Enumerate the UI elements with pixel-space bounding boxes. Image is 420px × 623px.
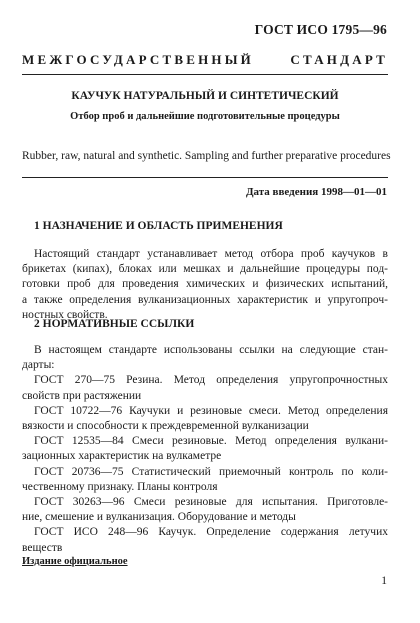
section-1-heading: 1 НАЗНАЧЕНИЕ И ОБЛАСТЬ ПРИМЕНЕНИЯ	[34, 220, 283, 232]
reference-line: свойств при растяжении	[22, 389, 142, 402]
reference-line: ГОСТ 30263—96 Смеси резиновые для испытания. Приготовле-	[34, 496, 388, 509]
official-edition-label: Издание официальное	[22, 556, 128, 567]
section-2-body	[22, 343, 388, 556]
header-rule	[22, 74, 388, 75]
document-title: КАУЧУК НАТУРАЛЬНЫЙ И СИНТЕТИЧЕСКИЙ	[71, 90, 339, 102]
reference-line: чественному признаку. Планы контроля	[22, 480, 218, 493]
reference-line: ГОСТ 20736—75 Статистический приемочный контроль по коли-	[34, 465, 388, 478]
section-1-line: Настоящий стандарт устанавливает метод отбора проб каучуков в	[34, 248, 388, 260]
reference-line: ГОСТ 270—75 Резина. Метод определения упругопрочностных	[34, 374, 388, 387]
section-2-line: дарты:	[22, 359, 55, 372]
section-1-body	[22, 247, 388, 323]
reference-line: ГОСТ ИСО 248—96 Каучук. Определение содержания летучих	[34, 526, 388, 539]
reference-line: вязкости и способности к преждевременной вулканизации	[22, 420, 309, 433]
reference-line: зационных характеристик на вулкаметре	[22, 450, 222, 463]
document-number: ГОСТ ИСО 1795—96	[254, 22, 387, 37]
reference-line: ГОСТ 10722—76 Каучуки и резиновые смеси. Метод определения	[34, 404, 388, 417]
section-1-line: а также определения вулканизационных характеристик и упругопроч-	[22, 293, 388, 306]
section-1-line: ностных свойств.	[22, 308, 108, 321]
section-1-line: готовки проб для проведения химических и физических испытаний,	[22, 278, 388, 291]
reference-line: ГОСТ 12535—84 Смеси резиновые. Метод определения вулкани-	[34, 435, 388, 448]
title-rule	[22, 177, 388, 178]
document-subtitle: Отбор проб и дальнейшие подготовительные процедуры	[70, 111, 340, 122]
english-title: Rubber, raw, natural and synthetic. Sampling and further preparative procedures	[22, 150, 391, 162]
section-2-line: В настоящем стандарте использованы ссылки на следующие стан-	[34, 344, 388, 356]
reference-line: ние, смешение и вулканизация. Оборудование и методы	[22, 511, 296, 524]
section-2-heading: 2 НОРМАТИВНЫЕ ССЫЛКИ	[34, 318, 195, 330]
page-number: 1	[381, 575, 387, 587]
interstate-standard-label: МЕЖГОСУДАРСТВЕННЫЙ СТАНДАРТ	[22, 52, 388, 67]
introduction-date: Дата введения 1998—01—01	[245, 186, 387, 198]
section-1-line: брикетах (кипах), блоках или мешках и дальнейшие процедуры под-	[22, 263, 388, 276]
reference-line: веществ	[22, 541, 63, 554]
